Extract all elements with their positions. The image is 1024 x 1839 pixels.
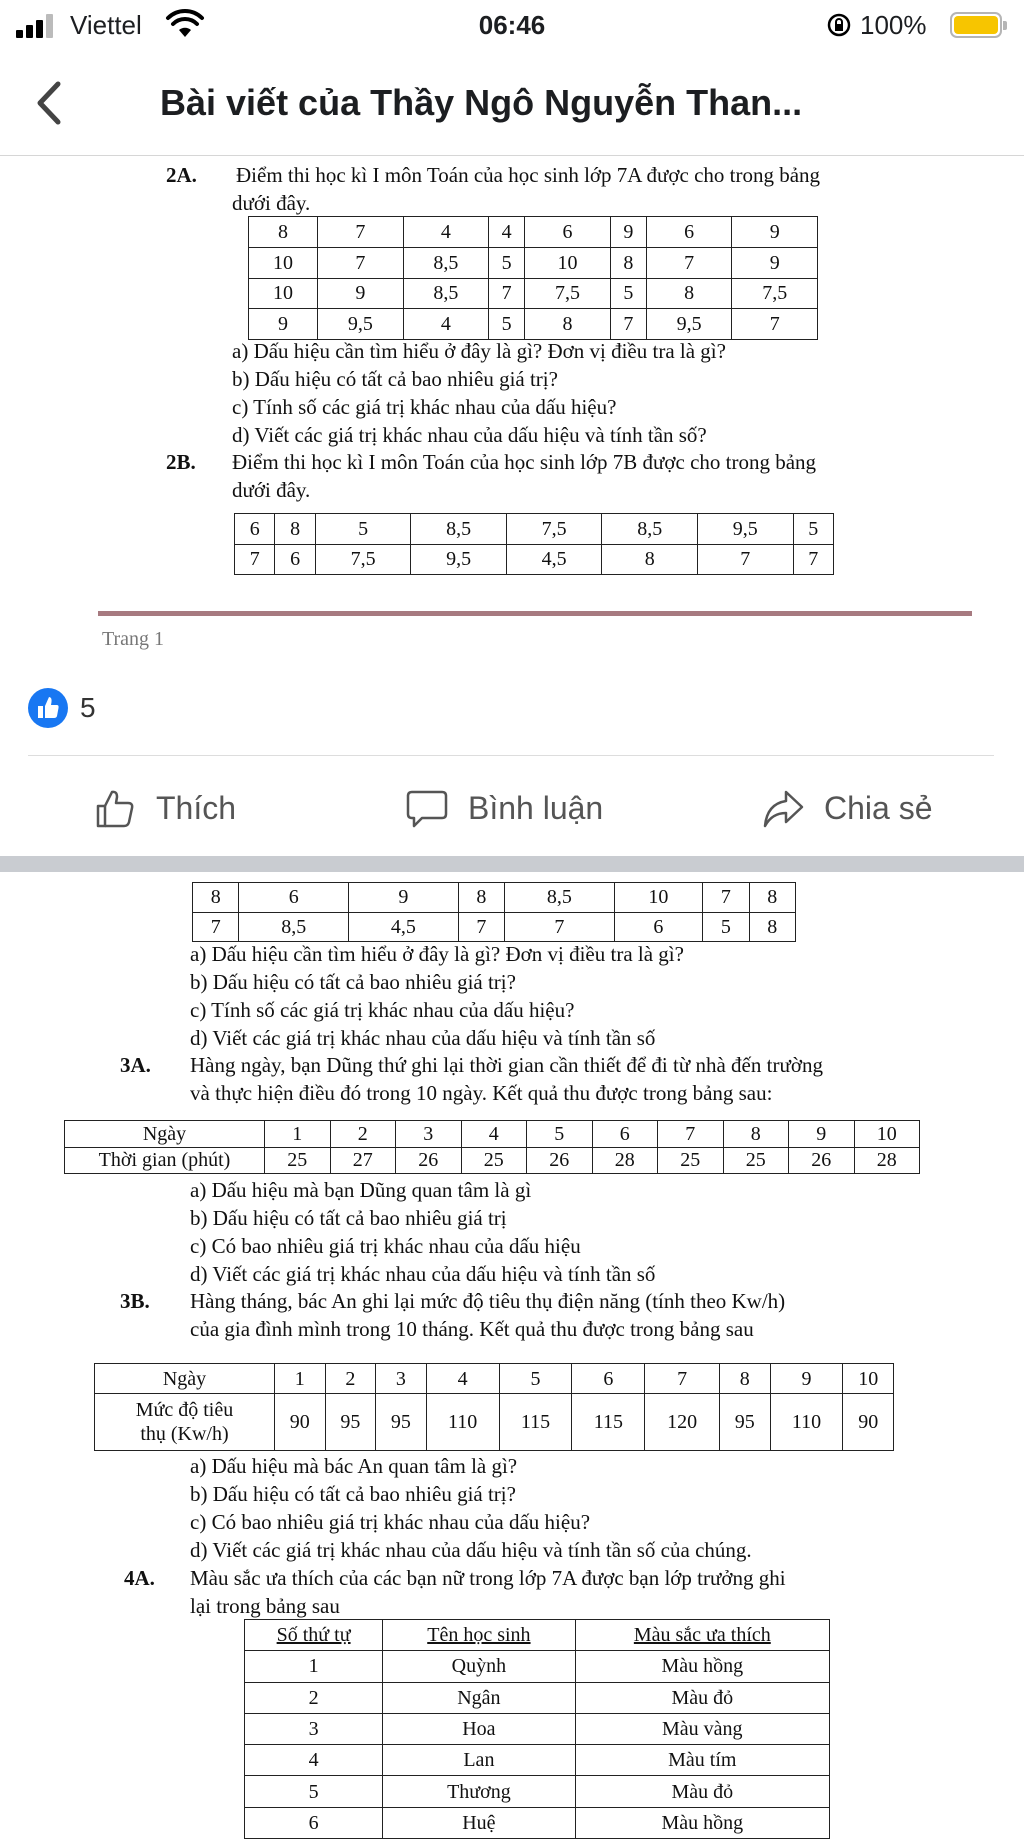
clock: 06:46: [478, 10, 546, 40]
table-cell: 10: [249, 247, 318, 278]
table-cell: 6: [275, 544, 315, 575]
question-2a-c: c) Tính số các giá trị khác nhau của dấu hiệu?: [232, 395, 617, 419]
table-cell: 9: [770, 1364, 843, 1394]
table-3a: [64, 1120, 920, 1174]
table-cell: 95: [325, 1394, 376, 1451]
table-cell: 8,5: [411, 514, 507, 545]
table-cell: 8: [458, 883, 504, 913]
table-cell: 4,5: [349, 912, 459, 942]
question-2a-text: Điểm thi học kì I môn Toán của học sinh lớp 7A được cho trong bảng: [236, 163, 821, 187]
table-cell: 6: [245, 1807, 383, 1838]
question-b: b) Dấu hiệu có tất cả bao nhiêu giá trị?: [190, 970, 516, 994]
table-row: [193, 912, 796, 942]
table-cell: 8: [610, 247, 646, 278]
table-cell: 5: [793, 514, 834, 545]
table-cell: Ngày: [65, 1121, 265, 1148]
table-cell: Số thứ tự: [245, 1620, 383, 1651]
table-cell: 7: [703, 883, 749, 913]
table-row: [249, 278, 818, 309]
table-4a: [244, 1619, 830, 1839]
table-row: [245, 1682, 830, 1713]
table-cell: 26: [527, 1147, 593, 1174]
table-cell: 9: [789, 1121, 855, 1148]
table-cell: 8,5: [403, 247, 489, 278]
table-cell: Màu sắc ưa thích: [575, 1620, 829, 1651]
comment-button[interactable]: [404, 786, 664, 834]
question-2a-a: a) Dấu hiệu cần tìm hiểu ở đây là gì? Đơn vị điều tra là gì?: [232, 339, 726, 363]
table-row: [249, 309, 818, 340]
table-cell: 28: [592, 1147, 658, 1174]
table-cell: 10: [854, 1121, 920, 1148]
post-separator: [0, 856, 1024, 872]
table-cell: 6: [525, 217, 611, 248]
table-cell: 7: [732, 309, 818, 340]
table-cell: 3: [245, 1713, 383, 1744]
table-row: [235, 514, 834, 545]
table-cell: 5: [489, 247, 525, 278]
question-4a-text: Màu sắc ưa thích của các bạn nữ trong lớp 7A được bạn lớp trưởng ghi: [190, 1566, 786, 1590]
table-cell: Màu tím: [575, 1745, 829, 1776]
question-c: c) Tính số các giá trị khác nhau của dấu hiệu?: [190, 998, 575, 1022]
table-cell: 6: [239, 883, 349, 913]
table-row: [245, 1713, 830, 1744]
question-2b-number: 2B.: [166, 450, 196, 474]
table-cell: 25: [723, 1147, 789, 1174]
table-row: [95, 1364, 894, 1394]
question-3b-a: a) Dấu hiệu mà bác An quan tâm là gì?: [190, 1454, 518, 1478]
table-row: [95, 1394, 894, 1451]
table-cell: 5: [315, 514, 411, 545]
question-2a-text-cont: dưới đây.: [232, 191, 311, 215]
table-cell: 8: [525, 309, 611, 340]
table-cell: 90: [843, 1394, 894, 1451]
table-cell: Ngân: [383, 1682, 575, 1713]
question-3b-text-cont: của gia đình mình trong 10 tháng. Kết quả thu được trong bảng sau: [190, 1317, 754, 1341]
table-cell: Hoa: [383, 1713, 575, 1744]
table-cell: 90: [275, 1394, 326, 1451]
question-3b-number: 3B.: [120, 1289, 150, 1313]
table-cell: 7,5: [525, 278, 611, 309]
rotation-lock-icon: [826, 12, 852, 38]
table-2a: [248, 216, 818, 340]
table-cell: 4: [403, 309, 489, 340]
table-cell: 4: [461, 1121, 527, 1148]
table-cell: Màu hồng: [575, 1807, 829, 1838]
table-row: [193, 883, 796, 913]
table-cell: 3: [396, 1121, 462, 1148]
table-2b: [234, 513, 834, 575]
table-cell: Tên học sinh: [383, 1620, 575, 1651]
table-cell: 9: [349, 883, 459, 913]
table-row: [245, 1745, 830, 1776]
table-cell: Màu hồng: [575, 1651, 829, 1682]
table-cell: 6: [646, 217, 732, 248]
table-cell: 9,5: [411, 544, 507, 575]
post-image-page-2[interactable]: [0, 872, 1024, 1834]
table-cell: 10: [614, 883, 703, 913]
table-cell-line: Mức độ tiêu: [135, 1399, 234, 1421]
question-3b-b: b) Dấu hiệu có tất cả bao nhiêu giá trị?: [190, 1482, 516, 1506]
table-cell: 8,5: [403, 278, 489, 309]
table-row: [65, 1121, 920, 1148]
table-cell: 8,5: [602, 514, 698, 545]
table-cell: 8: [275, 514, 315, 545]
like-button[interactable]: [92, 786, 262, 834]
table-cell: 7: [697, 544, 793, 575]
table-cell: 7,5: [506, 514, 602, 545]
page-divider: [98, 611, 972, 616]
table-cell: 1: [275, 1364, 326, 1394]
table-cell: 7: [610, 309, 646, 340]
table-cell: Quỳnh: [383, 1651, 575, 1682]
table-cell: 7,5: [315, 544, 411, 575]
table-cell: 8: [749, 912, 795, 942]
table-cell: 28: [854, 1147, 920, 1174]
table-cell: 95: [376, 1394, 427, 1451]
like-count: 5: [80, 692, 96, 723]
table-cell: 26: [789, 1147, 855, 1174]
table-cell: 5: [527, 1121, 593, 1148]
table-cell: 5: [703, 912, 749, 942]
table-cell: 9,5: [646, 309, 732, 340]
table-cell: 27: [330, 1147, 396, 1174]
question-3a-d: d) Viết các giá trị khác nhau của dấu hiệu và tính tần số: [190, 1262, 656, 1286]
table-cell: 1: [245, 1651, 383, 1682]
table-cell: Lan: [383, 1745, 575, 1776]
table-cell: 7: [645, 1364, 720, 1394]
table-cell: 7: [646, 247, 732, 278]
table-cell: 7: [505, 912, 615, 942]
table-cell: 110: [426, 1394, 499, 1451]
table-cell: 7: [793, 544, 834, 575]
table-cell: Ngày: [95, 1364, 275, 1394]
table-cell: 8,5: [239, 912, 349, 942]
table-cell: 4: [426, 1364, 499, 1394]
table-row: [65, 1147, 920, 1174]
question-2b-text-cont: dưới đây.: [232, 478, 311, 502]
question-4a-number: 4A.: [124, 1566, 155, 1590]
table-cell: 7: [658, 1121, 724, 1148]
share-button[interactable]: [760, 786, 960, 834]
table-cell: 4,5: [506, 544, 602, 575]
page-footer: Trang 1: [102, 628, 165, 650]
post-image-page-1[interactable]: [0, 157, 1024, 677]
table-cell: 8: [749, 883, 795, 913]
table-cell: 6: [614, 912, 703, 942]
thumbs-up-icon: [92, 786, 138, 832]
table-cell: 115: [499, 1394, 572, 1451]
table-3b: [94, 1363, 894, 1451]
table-cell: 2: [245, 1682, 383, 1713]
question-3b-text: Hàng tháng, bác An ghi lại mức độ tiêu thụ điện năng (tính theo Kw/h): [190, 1289, 786, 1313]
table-cell: Màu vàng: [575, 1713, 829, 1744]
table-cell: 10: [843, 1364, 894, 1394]
reaction-divider: [28, 755, 994, 756]
table-cell: 9,5: [697, 514, 793, 545]
comment-label: Bình luận: [468, 790, 604, 826]
table-cell: 3: [376, 1364, 427, 1394]
table-cell: Màu đỏ: [575, 1682, 829, 1713]
share-icon: [760, 786, 806, 832]
table-cell: 7,5: [732, 278, 818, 309]
question-3a-text: Hàng ngày, bạn Dũng thứ ghi lại thời gian cần thiết để đi từ nhà đến trường: [190, 1053, 823, 1077]
question-3a-text-cont: và thực hiện điều đó trong 10 ngày. Kết quả thu được trong bảng sau:: [190, 1081, 773, 1105]
table-cell: 95: [719, 1394, 770, 1451]
chevron-left-icon[interactable]: [30, 78, 70, 128]
table-cell: 9: [249, 309, 318, 340]
table-cell: 7: [458, 912, 504, 942]
question-2a-b: b) Dấu hiệu có tất cả bao nhiêu giá trị?: [232, 367, 558, 391]
table-cell: 8: [602, 544, 698, 575]
table-top: [192, 882, 796, 942]
share-label: Chia sẻ: [824, 790, 933, 826]
status-bar: [0, 0, 1024, 52]
table-cell: 5: [499, 1364, 572, 1394]
question-2b-text: Điểm thi học kì I môn Toán của học sinh lớp 7B được cho trong bảng: [232, 450, 817, 474]
question-2a-d: d) Viết các giá trị khác nhau của dấu hiệu và tính tần số?: [232, 423, 707, 447]
table-row: [245, 1776, 830, 1807]
table-row: [245, 1651, 830, 1682]
table-cell: 8: [249, 217, 318, 248]
table-cell: 7: [235, 544, 275, 575]
table-row: [235, 544, 834, 575]
table-row: [245, 1620, 830, 1651]
table-cell: 110: [770, 1394, 843, 1451]
table-cell: 4: [489, 217, 525, 248]
table-cell: 6: [572, 1364, 645, 1394]
carrier-name: Viettel: [70, 10, 142, 40]
table-cell: 9: [732, 247, 818, 278]
table-cell: 10: [525, 247, 611, 278]
question-3a-c: c) Có bao nhiêu giá trị khác nhau của dấu hiệu: [190, 1234, 581, 1258]
table-cell: 4: [403, 217, 489, 248]
table-cell: [95, 1394, 275, 1451]
table-cell: 8: [193, 883, 239, 913]
table-cell: 9: [610, 217, 646, 248]
question-d: d) Viết các giá trị khác nhau của dấu hiệu và tính tần số: [190, 1026, 656, 1050]
table-cell: 6: [592, 1121, 658, 1148]
question-2a-number: 2A.: [166, 163, 197, 187]
table-cell: 5: [245, 1776, 383, 1807]
table-cell: 25: [658, 1147, 724, 1174]
table-row: [245, 1807, 830, 1838]
table-cell: 8,5: [505, 883, 615, 913]
table-cell: 9: [318, 278, 404, 309]
table-cell: 6: [235, 514, 275, 545]
table-row: [249, 217, 818, 248]
question-3a-number: 3A.: [120, 1053, 151, 1077]
table-cell: 7: [489, 278, 525, 309]
battery-percent: 100%: [860, 10, 927, 40]
table-cell: 5: [610, 278, 646, 309]
question-4a-text-cont: lại trong bảng sau: [190, 1594, 340, 1618]
like-label: Thích: [156, 790, 237, 826]
table-cell: 9,5: [318, 309, 404, 340]
table-cell: 8: [646, 278, 732, 309]
table-cell: Thương: [383, 1776, 575, 1807]
table-cell: 4: [245, 1745, 383, 1776]
question-3a-b: b) Dấu hiệu có tất cả bao nhiêu giá trị: [190, 1206, 507, 1230]
battery-icon: [950, 12, 1002, 38]
like-reaction-icon: [28, 688, 68, 728]
table-cell: Thời gian (phút): [65, 1147, 265, 1174]
question-3b-c: c) Có bao nhiêu giá trị khác nhau của dấu hiệu?: [190, 1510, 591, 1534]
question-3a-a: a) Dấu hiệu mà bạn Dũng quan tâm là gì: [190, 1178, 532, 1202]
table-cell: Huệ: [383, 1807, 575, 1838]
table-cell: 9: [732, 217, 818, 248]
question-a: a) Dấu hiệu cần tìm hiểu ở đây là gì? Đơn vị điều tra là gì?: [190, 942, 684, 966]
table-cell: 8: [719, 1364, 770, 1394]
table-cell: 7: [318, 247, 404, 278]
table-cell: 26: [396, 1147, 462, 1174]
table-cell: 120: [645, 1394, 720, 1451]
table-cell: 25: [265, 1147, 331, 1174]
table-cell: 8: [723, 1121, 789, 1148]
table-cell: 25: [461, 1147, 527, 1174]
table-cell: 115: [572, 1394, 645, 1451]
table-cell: 1: [265, 1121, 331, 1148]
table-cell: 7: [318, 217, 404, 248]
table-cell: 2: [325, 1364, 376, 1394]
comment-icon: [404, 786, 450, 832]
table-cell-line: thụ (Kw/h): [140, 1423, 229, 1445]
table-row: [249, 247, 818, 278]
question-3b-d: d) Viết các giá trị khác nhau của dấu hiệu và tính tần số của chúng.: [190, 1538, 752, 1562]
page-title: Bài viết của Thầy Ngô Nguyễn Than...: [160, 82, 803, 123]
table-cell: 10: [249, 278, 318, 309]
nav-bar: [0, 52, 1024, 156]
table-cell: 5: [489, 309, 525, 340]
table-cell: Màu đỏ: [575, 1776, 829, 1807]
table-cell: 2: [330, 1121, 396, 1148]
table-cell: 7: [193, 912, 239, 942]
